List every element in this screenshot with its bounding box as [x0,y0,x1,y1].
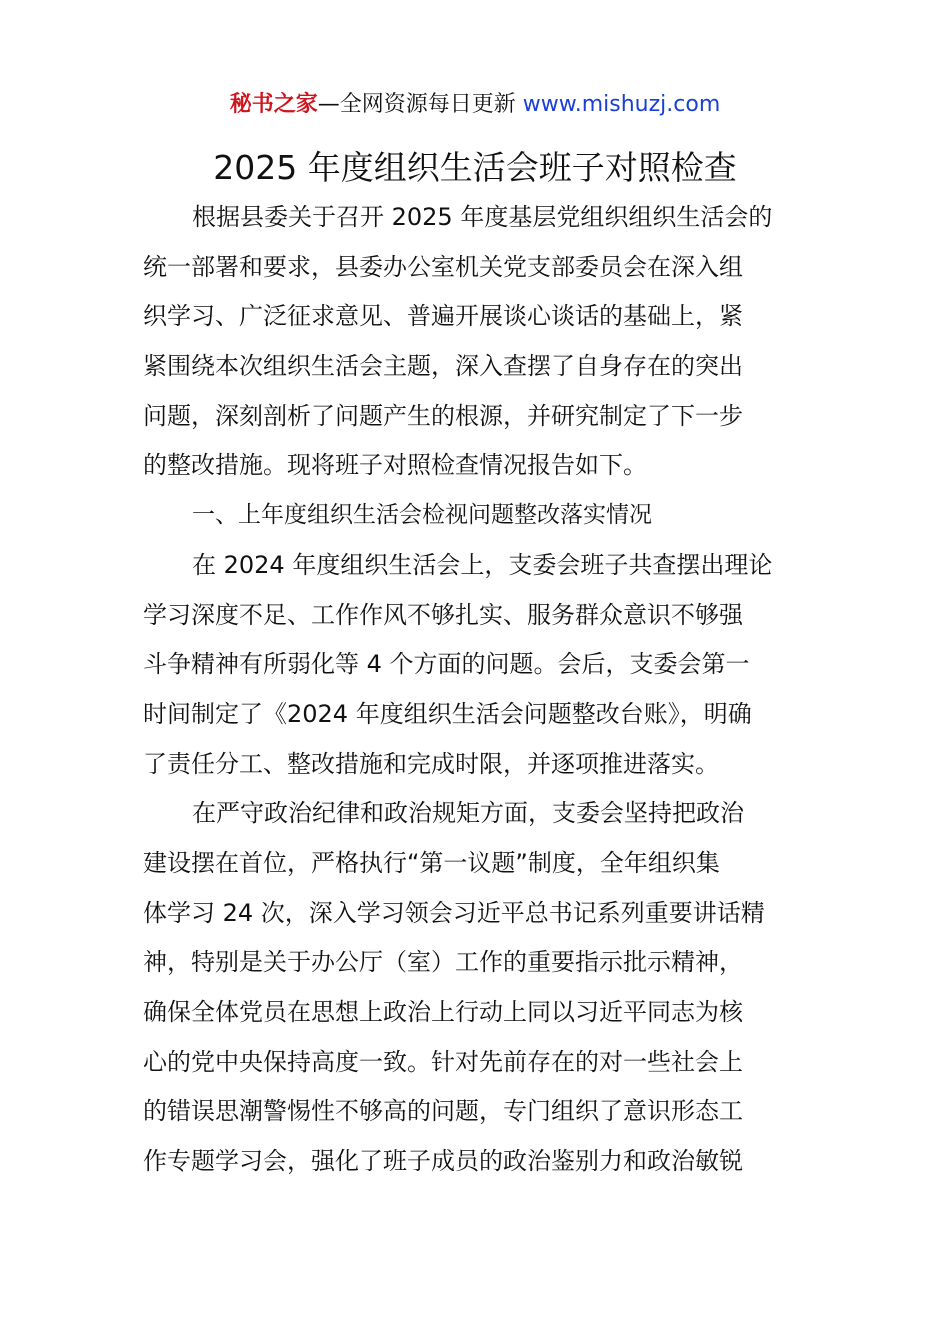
text-line: 统一部署和要求，县委办公室机关党支部委员会在深入组 [143,252,743,281]
text-line: 的整改措施。现将班子对照检查情况报告如下。 [143,451,647,480]
brand-name: 秘书之家 [229,92,318,117]
text-line: 学习深度不足、工作作风不够扎实、服务群众意识不够强 [143,600,743,629]
text-line: 确保全体党员在思想上政治上行动上同以习近平同志为核 [143,998,743,1026]
text-line: 时间制定了《2024 年度组织生活会问题整改台账》，明确 [143,699,752,728]
site-header [0,88,950,122]
text-line: 了责任分工、整改措施和完成时限，并逐项推进落实。 [143,749,719,778]
site-url-link[interactable]: www.mishuzj.com [522,92,721,117]
text-line: 斗争精神有所弱化等 4 个方面的问题。会后，支委会第一 [143,650,750,679]
text-line: 在严守政治纪律和政治规矩方面，支委会坚持把政治 [192,799,744,828]
text-line: 在 2024 年度组织生活会上，支委会班子共查摆出理论 [192,550,773,579]
text-line: 织学习、广泛征求意见、普遍开展谈心谈话的基础上，紧 [143,302,743,331]
text-line: 的错误思潮警惕性不够高的问题，专门组织了意识形态工 [143,1097,743,1126]
text-line: 体学习 24 次，深入学习领会习近平总书记系列重要讲话精 [143,898,765,927]
text-line: 作专题学习会，强化了班子成员的政治鉴别力和政治敏锐 [143,1147,743,1176]
header-tagline: —全网资源每日更新 [317,92,516,117]
text-line: 紧围绕本次组织生活会主题，深入查摆了自身存在的突出 [143,352,743,381]
text-line: 心的党中央保持高度一致。针对先前存在的对一些社会上 [143,1047,743,1076]
document-title: 2025 年度组织生活会班子对照检查 [213,148,737,187]
document-body [143,193,809,1187]
text-line: 建设摆在首位，严格执行“第一议题”制度，全年组织集 [143,848,720,877]
section-heading: 一、上年度组织生活会检视问题整改落实情况 [192,502,652,529]
text-line: 神，特别是关于办公厅（室）工作的重要指示批示精神， [143,948,743,977]
text-line: 根据县委关于召开 2025 年度基层党组织组织生活会的 [192,203,773,231]
text-line: 问题，深刻剖析了问题产生的根源，并研究制定了下一步 [143,401,743,430]
